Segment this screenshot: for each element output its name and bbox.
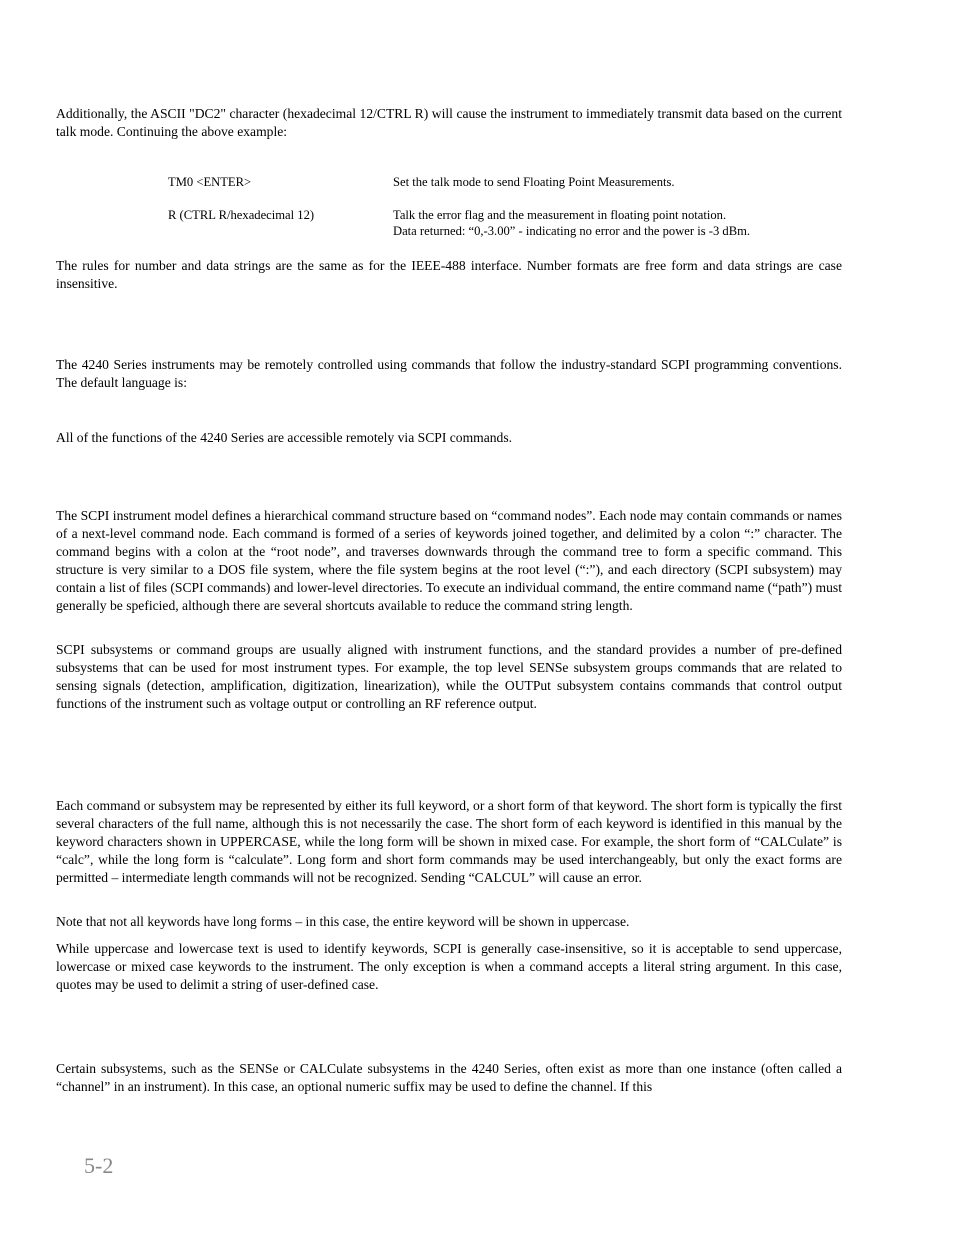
scpi-intro-paragraph: The 4240 Series instruments may be remotely controlled using commands that follow the industry-standard SCPI programming conventions. The default language is: — [56, 357, 842, 390]
example-description-2a: Talk the error flag and the measurement in floating point notation. — [393, 208, 727, 222]
keywords-paragraph-1: Each command or subsystem may be represented by either its full keyword, or a short form of that keyword. The short form is typically the first several characters of the full name, although this is not necessarily the case. The short form of each keyword is identified in this manual by the keyword characters shown in UPPERCASE, while the long form will be shown in mixed case. For example, the short form of “CALCulate” is “calc”, while the long form is “calculate”. Long form and short form commands may be used interchangeably, but only the exact forms are permitted – intermediate length commands will not be recognized. Sending “CALCUL” will cause an error. — [56, 798, 842, 885]
example-description-2b: Data returned: “0,-3.00” - indicating no error and the power is -3 dBm. — [393, 224, 751, 238]
keywords-paragraph-2: Note that not all keywords have long forms – in this case, the entire keyword will be shown in uppercase. — [56, 914, 630, 929]
example-description-1: Set the talk mode to send Floating Point Measurements. — [393, 175, 675, 189]
scpi-access-paragraph: All of the functions of the 4240 Series are accessible remotely via SCPI commands. — [56, 430, 513, 445]
instrument-model-paragraph-1: The SCPI instrument model defines a hierarchical command structure based on “command nodes”. Each node may contain commands or names of a next-level command node. Each command is formed of a series of keywords joined together, and delimited by a colon “:” character. The command begins with a colon at the “root node”, and traverses downwards through the command tree to form a specific command. This structure is very similar to a DOS file system, where the file system begins at the root level (“:”), and each directory (SCPI subsystem) may contain a list of files (SCPI commands) and lower-level directories. To execute an individual command, the entire command name (“path”) must generally be speficied, although there are several shortcuts available to reduce the command string length. — [56, 508, 842, 613]
suffix-paragraph: Certain subsystems, such as the SENSe or CALCulate subsystems in the 4240 Series, often exist as more than one instance (often called a “channel” in an instrument). In this case, an optional numeric suffix may be used to define the channel. If this — [56, 1061, 842, 1094]
rules-paragraph: The rules for number and data strings are the same as for the IEEE-488 interface. Number formats are free form and data strings are case insensitive. — [56, 258, 842, 291]
intro-paragraph: Additionally, the ASCII "DC2" character (hexadecimal 12/CTRL R) will cause the instrument to immediately transmit data based on the current talk mode. Continuing the above example: — [56, 106, 842, 139]
example-command-1: TM0 <ENTER> — [168, 175, 252, 189]
page-number: 5-2 — [84, 1153, 114, 1178]
instrument-model-paragraph-2: SCPI subsystems or command groups are usually aligned with instrument functions, and the standard provides a number of pre-defined subsystems that can be used for most instrument types. For example, the top level SENSe subsystem groups commands that are related to sensing signals (detection, amplification, digitization, linearization), while the OUTPut subsystem contains commands that control output functions of the instrument such as voltage output or controlling an RF reference output. — [56, 642, 842, 711]
example-command-2: R (CTRL R/hexadecimal 12) — [168, 208, 315, 222]
keywords-paragraph-3: While uppercase and lowercase text is used to identify keywords, SCPI is generally case-insensitive, so it is acceptable to send uppercase, lowercase or mixed case keywords to the instrument. The only exception is when a command accepts a literal string argument. In this case, quotes may be used to delimit a string of user-defined case. — [56, 941, 842, 992]
